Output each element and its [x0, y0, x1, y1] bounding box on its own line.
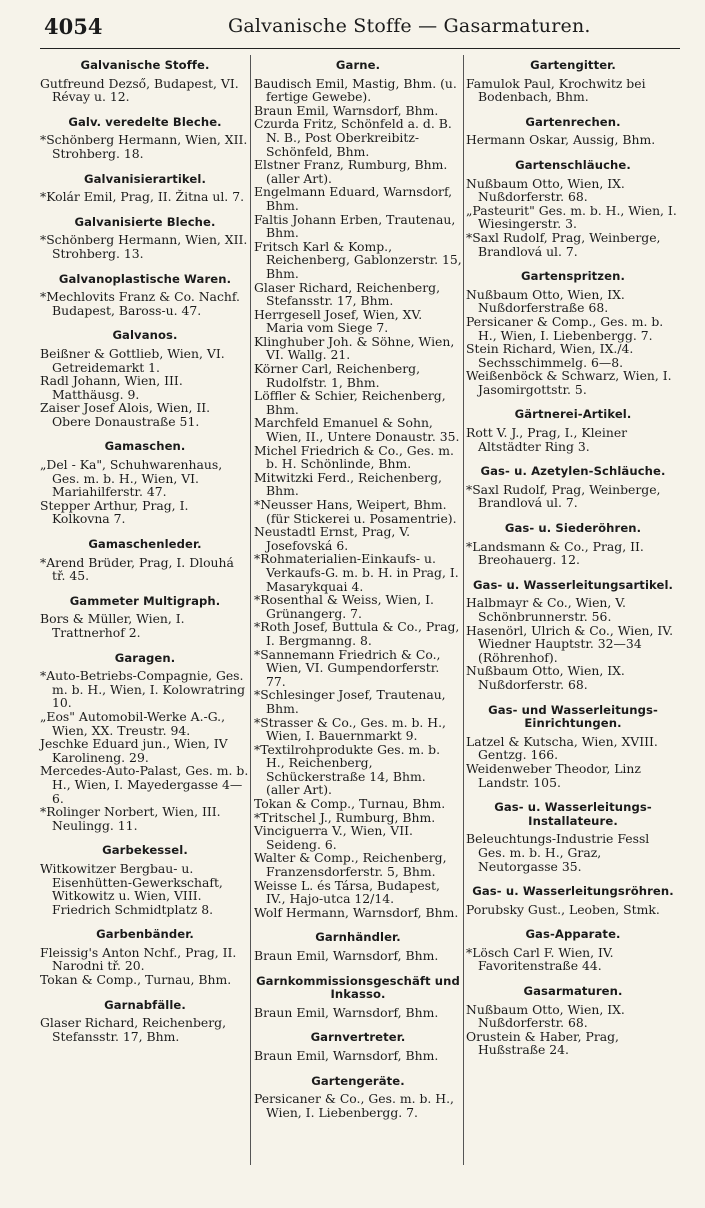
directory-entry: *Schönberg Hermann, Wien, XII. Strohberg. 18.: [40, 132, 248, 161]
section-garbenbänder: [40, 928, 250, 986]
section-gas-u-wasserleitungsröhren: [466, 885, 680, 916]
section-heading: Garnvertreter.: [310, 1030, 406, 1045]
directory-entry: Latzel & Kutscha, Wien, XVIII. Gentzg. 166.: [466, 733, 658, 763]
directory-entry: *Schönberg Hermann, Wien, XII. Strohberg. 13.: [40, 232, 248, 261]
page-number: 4054: [44, 14, 103, 39]
section-heading: Gasarmaturen.: [523, 984, 623, 999]
directory-entry: Braun Emil, Warnsdorf, Bhm.: [254, 102, 439, 118]
section-heading: Gartengeräte.: [311, 1073, 405, 1088]
section-heading: Gartenschläuche.: [515, 157, 631, 172]
directory-entry: Nußbaum Otto, Wien, IX. Nußdorferstr. 68.: [466, 1001, 625, 1031]
directory-entry: Witkowitzer Bergbau- u. Eisenhütten-Gewerkschaft, Witkowitz u. Wien, VIII. Friedrich Schmidtplatz 8.: [40, 860, 223, 917]
section-heading: Galvanisierartikel.: [84, 171, 206, 186]
directory-entry: Weisse L. és Társa, Budapest, IV., Hajo-utca 12/14.: [254, 877, 440, 907]
column-middle: [254, 55, 462, 1131]
directory-entry: Halbmayr & Co., Wien, V. Schönbrunnerstr. 56.: [466, 595, 626, 624]
directory-entry: *Neusser Hans, Weipert, Bhm. (für Stickerei u. Posamentrie).: [254, 497, 457, 526]
directory-entry: Nußbaum Otto, Wien, IX. Nußdorferstr. 68.: [466, 663, 625, 692]
section-gamaschenleder: [40, 538, 250, 583]
section-gas-u-wasserleitungs-installateure: [466, 801, 680, 873]
section-heading: Gammeter Multigraph.: [69, 593, 221, 608]
section-heading: Gartengitter.: [530, 58, 616, 72]
directory-entry: *Kolár Emil, Prag, II. Žitna ul. 7.: [40, 189, 245, 205]
directory-entry: Nußbaum Otto, Wien, IX. Nußdorferstraße 68.: [466, 286, 625, 316]
section-gartengeräte: [254, 1075, 462, 1120]
section-garnhändler: [254, 931, 462, 962]
page-header: [0, 14, 705, 44]
section-heading: Gas- und Wasserleitungs-Einrichtungen.: [488, 702, 658, 731]
column-divider: [463, 55, 464, 1165]
directory-entry: *Roth Josef, Buttula & Co., Prag, I. Bergmanng. 8.: [254, 619, 460, 648]
section-gas-apparate: [466, 928, 680, 973]
section-gammeter-multigraph: [40, 595, 250, 640]
directory-entry: Jeschke Eduard jun., Wien, IV Karolineng. 29.: [40, 736, 228, 765]
directory-entry: Baudisch Emil, Mastig, Bhm. (u. fertige Gewebe).: [254, 75, 457, 105]
directory-entry: Bors & Müller, Wien, I. Trattnerhof 2.: [40, 611, 185, 640]
directory-entry: Hasenörl, Ulrich & Co., Wien, IV. Wiedner Hauptstr. 32—34 (Röhrenhof).: [466, 622, 674, 665]
directory-entry: Wolf Hermann, Warnsdorf, Bhm.: [254, 904, 459, 920]
directory-entry: Gutfreund Dezső, Budapest, VI. Révay u. 12.: [40, 75, 239, 105]
directory-entry: Elstner Franz, Rumburg, Bhm. (aller Art).: [254, 157, 448, 186]
section-heading: Garnkommissionsgeschäft und Inkasso.: [256, 973, 460, 1002]
section-garagen: [40, 652, 250, 833]
directory-entry: Weißenböck & Schwarz, Wien, I. Jasomirgottstr. 5.: [466, 368, 672, 397]
directory-entry: Nußbaum Otto, Wien, IX. Nußdorferstr. 68.: [466, 175, 625, 205]
directory-entry: Faltis Johann Erben, Trautenau, Bhm.: [254, 211, 456, 241]
directory-entry: Michel Friedrich & Co., Ges. m. b. H. Schönlinde, Bhm.: [254, 442, 454, 472]
directory-entry: Fleissig's Anton Nchf., Prag, II. Narodni tř. 20.: [40, 944, 237, 974]
directory-entry: „Pasteurit" Ges. m. b. H., Wien, I. Wiesingerstr. 3.: [466, 202, 677, 232]
directory-entry: Braun Emil, Warnsdorf, Bhm.: [254, 1047, 439, 1063]
directory-entry: Hermann Oskar, Aussig, Bhm.: [466, 132, 656, 148]
directory-entry: Persicaner & Comp., Ges. m. b. H., Wien, I. Liebenbergg. 7.: [466, 313, 664, 343]
section-heading: Galvanisierte Bleche.: [74, 214, 216, 229]
directory-entry: Radl Johann, Wien, III. Matthäusg. 9.: [40, 373, 183, 402]
section-gartenschläuche: [466, 159, 680, 258]
directory-entry: *Textilrohprodukte Ges. m. b. H., Reichenberg, Schückerstraße 14, Bhm. (aller Art).: [254, 741, 441, 798]
section-galvanos: [40, 329, 250, 428]
section-heading: Gas- u. Wasserleitungsröhren.: [472, 884, 674, 899]
section-heading: Galv. veredelte Bleche.: [68, 114, 222, 129]
section-heading: Galvanische Stoffe.: [80, 58, 210, 72]
section-heading: Gas- u. Siederöhren.: [504, 521, 642, 536]
directory-entry: Walter & Comp., Reichenberg, Franzensdorferstr. 5, Bhm.: [254, 850, 447, 880]
directory-entry: Tokan & Comp., Turnau, Bhm.: [254, 796, 446, 812]
directory-entry: Braun Emil, Warnsdorf, Bhm.: [254, 1004, 439, 1020]
section-garnabfälle: [40, 999, 250, 1044]
directory-entry: Porubsky Gust., Leoben, Stmk.: [466, 901, 660, 917]
directory-entry: *Mechlovits Franz & Co. Nachf. Budapest, Baross-u. 47.: [40, 289, 240, 318]
section-heading: Garnabfälle.: [104, 997, 186, 1012]
directory-entry: Klinghuber Joh. & Söhne, Wien, VI. Wallg. 21.: [254, 333, 455, 363]
directory-entry: Glaser Richard, Reichenberg, Stefansstr. 17, Bhm.: [40, 1015, 227, 1044]
section-heading: Gärtnerei-Artikel.: [514, 407, 632, 422]
directory-entry: *Auto-Betriebs-Compagnie, Ges. m. b. H., Wien, I. Kolowratring 10.: [40, 668, 245, 711]
section-heading: Gartenspritzen.: [521, 269, 625, 284]
section-garnvertreter: [254, 1031, 462, 1062]
directory-entry: Fritsch Karl & Komp., Reichenberg, Gablonzerstr. 15, Bhm.: [254, 238, 462, 281]
directory-entry: *Landsmann & Co., Prag, II. Breohauerg. 12.: [466, 538, 644, 568]
directory-entry: Braun Emil, Warnsdorf, Bhm.: [254, 948, 439, 963]
section-galvanisierte-bleche: [40, 216, 250, 261]
directory-entry: Zaiser Josef Alois, Wien, II. Obere Donaustraße 51.: [40, 400, 211, 429]
page-title: Galvanische Stoffe — Gasarmaturen.: [228, 15, 591, 37]
section-heading: Gas- u. Azetylen-Schläuche.: [480, 464, 666, 479]
directory-entry: „Del - Ka", Schuhwarenhaus, Ges. m. b. H., Wien, VI. Mariahilferstr. 47.: [40, 457, 223, 500]
section-garnkommissionsgeschäft-und-inkasso: [254, 975, 462, 1020]
section-gartengitter: [466, 59, 680, 104]
directory-entry: Glaser Richard, Reichenberg, Stefansstr. 17, Bhm.: [254, 279, 441, 309]
directory-entry: „Eos" Automobil-Werke A.-G., Wien, XX. Treustr. 94.: [40, 708, 226, 738]
directory-entry: Mitwitzki Ferd., Reichenberg, Bhm.: [254, 469, 442, 499]
column-right: [466, 55, 680, 1069]
directory-entry: Famulok Paul, Krochwitz bei Bodenbach, Bhm.: [466, 75, 646, 105]
section-galvanoplastische-waren: [40, 273, 250, 318]
column-divider: [250, 55, 251, 1165]
section-heading: Garbekessel.: [102, 843, 188, 858]
directory-entry: *Tritschel J., Rumburg, Bhm.: [254, 809, 436, 825]
directory-entry: Stepper Arthur, Prag, I. Kolkovna 7.: [40, 497, 189, 527]
section-heading: Gamaschen.: [104, 439, 186, 454]
directory-entry: Löffler & Schier, Reichenberg, Bhm.: [254, 388, 446, 417]
section-heading: Gas-Apparate.: [525, 927, 621, 942]
section-gasarmaturen: [466, 985, 680, 1057]
section-gas-u-siederöhren: [466, 522, 680, 567]
section-galvanische-stoffe: [40, 59, 250, 104]
directory-entry: Mercedes-Auto-Palast, Ges. m. b. H., Wien, I. Mayedergasse 4—6.: [40, 763, 249, 806]
directory-entry: *Schlesinger Josef, Trautenau, Bhm.: [254, 687, 446, 716]
section-gartenspritzen: [466, 270, 680, 396]
section-garbekessel: [40, 844, 250, 916]
directory-entry: *Rolinger Norbert, Wien, III. Neulingg. 11.: [40, 804, 221, 833]
section-gas-u-azetylen-schläuche: [466, 465, 680, 510]
section-heading: Garagen.: [114, 650, 176, 665]
section-galvanisierartikel: [40, 173, 250, 204]
directory-entry: Beleuchtungs-Industrie Fessl Ges. m. b. H., Graz, Neutorgasse 35.: [466, 831, 650, 874]
directory-entry: Engelmann Eduard, Warnsdorf, Bhm.: [254, 184, 453, 213]
directory-entry: Marchfeld Emanuel & Sohn, Wien, II., Untere Donaustr. 35.: [254, 415, 460, 445]
directory-entry: Stein Richard, Wien, IX./4. Sechsschimmelg. 6—8.: [466, 341, 634, 370]
directory-entry: *Saxl Rudolf, Prag, Weinberge, Brandlová ul. 7.: [466, 229, 661, 259]
section-heading: Garne.: [335, 58, 381, 72]
directory-entry: *Sannemann Friedrich & Co., Wien, VI. Gumpendorferstr. 77.: [254, 646, 441, 689]
section-gartenrechen: [466, 116, 680, 147]
directory-entry: Vinciguerra V., Wien, VII. Seideng. 6.: [254, 823, 413, 852]
directory-entry: *Arend Brüder, Prag, I. Dlouhá tř. 45.: [40, 554, 234, 584]
section-heading: Galvanoplastische Waren.: [58, 271, 232, 286]
column-left: [40, 55, 250, 1055]
section-heading: Gamaschenleder.: [88, 537, 202, 552]
directory-entry: *Rohmaterialien-Einkaufs- u. Verkaufs-G. m. b. H. in Prag, I. Masarykquai 4.: [254, 551, 459, 594]
section-heading: Garbenbänder.: [96, 927, 194, 942]
directory-entry: *Saxl Rudolf, Prag, Weinberge, Brandlová ul. 7.: [466, 481, 661, 511]
directory-entry: *Strasser & Co., Ges. m. b. H., Wien, I. Bauernmarkt 9.: [254, 714, 446, 744]
section-heading: Gas- u. Wasserleitungs-Installateure.: [494, 800, 652, 828]
directory-entry: Persicaner & Co., Ges. m. b. H., Wien, I. Liebenbergg. 7.: [254, 1091, 454, 1120]
directory-entry: Beißner & Gottlieb, Wien, VI. Getreidemarkt 1.: [40, 345, 225, 375]
directory-entry: Körner Carl, Reichenberg, Rudolfstr. 1, Bhm.: [254, 361, 421, 390]
directory-entry: Czurda Fritz, Schönfeld a. d. B. N. B., Post Oberkreibitz-Schönfeld, Bhm.: [254, 116, 452, 159]
header-rule: [40, 48, 680, 49]
directory-entry: Tokan & Comp., Turnau, Bhm.: [40, 972, 232, 988]
directory-entry: Orustein & Haber, Prag, Hußstraße 24.: [466, 1028, 619, 1058]
section-heading: Garnhändler.: [315, 930, 401, 945]
directory-entry: *Rosenthal & Weiss, Wien, I. Grünangerg. 7.: [254, 592, 434, 621]
section-gas-und-wasserleitungs-einrichtungen: [466, 704, 680, 790]
directory-entry: Rott V. J., Prag, I., Kleiner Altstädter Ring 3.: [466, 425, 628, 454]
section-gas-u-wasserleitungsartikel: [466, 579, 680, 692]
directory-entry: Herrgesell Josef, Wien, XV. Maria vom Siege 7.: [254, 306, 423, 336]
section-heading: Gartenrechen.: [525, 114, 621, 129]
directory-entry: Weidenweber Theodor, Linz Landstr. 105.: [466, 760, 641, 790]
section-gärtnerei-artikel: [466, 408, 680, 453]
section-garne: [254, 59, 462, 919]
section-heading: Galvanos.: [112, 328, 178, 343]
directory-entry: *Lösch Carl F. Wien, IV. Favoritenstraße 44.: [466, 944, 614, 974]
section-heading: Gas- u. Wasserleitungsartikel.: [472, 577, 674, 592]
section-gamaschen: [40, 440, 250, 526]
directory-entry: Neustadtl Ernst, Prag, V. Josefovská 6.: [254, 524, 411, 553]
section-galv-veredelte-bleche: [40, 116, 250, 161]
